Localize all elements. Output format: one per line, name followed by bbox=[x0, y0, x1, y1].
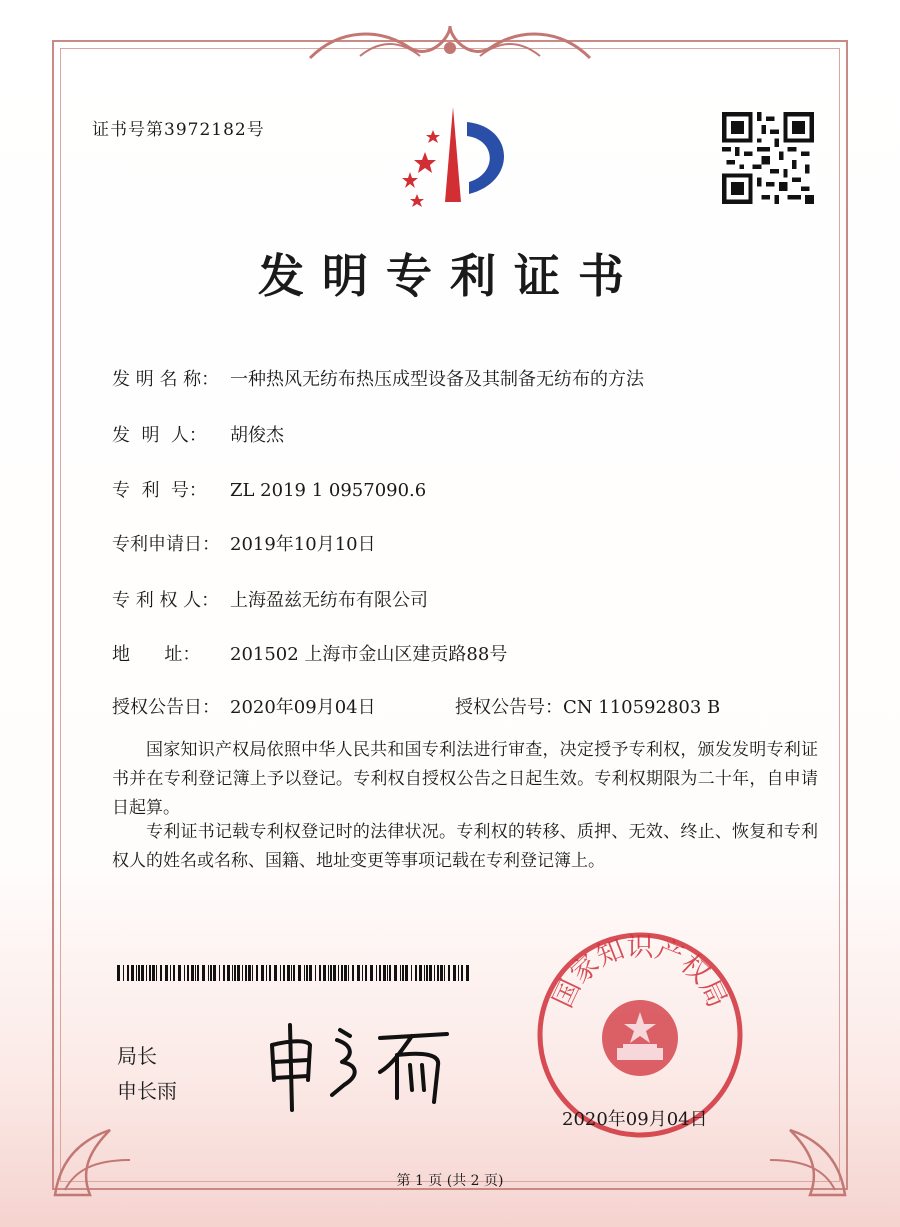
field-value: 2019年10月10日 bbox=[230, 534, 376, 555]
field-value: 上海盈兹无纺布有限公司 bbox=[230, 590, 428, 611]
field-value: CN 110592803 B bbox=[563, 697, 721, 718]
field-label: 专利申请日： bbox=[112, 534, 220, 555]
field-value: 一种热风无纺布热压成型设备及其制备无纺布的方法 bbox=[230, 369, 644, 390]
field-address bbox=[112, 640, 507, 666]
director-name: 申长雨 bbox=[117, 1079, 177, 1103]
field-inventor bbox=[112, 421, 284, 447]
cnipa-logo-icon bbox=[385, 102, 520, 212]
field-label: 专 利 权 人： bbox=[112, 590, 220, 611]
field-value: 2020年09月04日 bbox=[230, 697, 376, 718]
field-application-date bbox=[112, 530, 376, 556]
field-label: 地 址： bbox=[112, 644, 201, 665]
field-grant-date bbox=[112, 693, 376, 719]
field-patentee bbox=[112, 586, 428, 612]
field-label: 发 明 名 称： bbox=[112, 369, 220, 390]
director-title: 局长 bbox=[117, 1044, 157, 1068]
page-indicator: 第 1 页 (共 2 页) bbox=[396, 1173, 504, 1189]
body-paragraph-2: 专利证书记载专利权登记时的法律状况。专利权的转移、质押、无效、终止、恢复和专利权人的姓名或名称、国籍、地址变更等事项记载在专利登记簿上。 bbox=[112, 822, 818, 871]
field-publication-number bbox=[455, 693, 720, 719]
field-label: 发 明 人： bbox=[112, 425, 207, 446]
body-paragraph-1: 国家知识产权局依照中华人民共和国专利法进行审查，决定授予专利权，颁发发明专利证书并在专利登记簿上予以登记。专利权自授权公告之日起生效。专利权期限为二十年，自申请日起算。 bbox=[112, 740, 818, 818]
field-label: 授权公告号： bbox=[455, 697, 563, 718]
director-signature bbox=[262, 1010, 462, 1115]
seal-date: 2020年09月04日 bbox=[562, 1109, 708, 1130]
certificate-number: 证书号第3972182号 bbox=[92, 120, 265, 140]
qr-code-icon bbox=[722, 112, 814, 204]
field-value: ZL 2019 1 0957090.6 bbox=[230, 480, 427, 501]
field-value: 201502 上海市金山区建贡路88号 bbox=[230, 644, 508, 665]
field-label: 授权公告日： bbox=[112, 697, 220, 718]
field-value: 胡俊杰 bbox=[230, 425, 284, 446]
barcode-icon bbox=[117, 965, 469, 981]
certificate-title: 发明专利证书 bbox=[258, 249, 642, 303]
top-ornament bbox=[300, 18, 600, 68]
seal-text: 国家知识产权局 bbox=[547, 932, 733, 1013]
field-patent-number bbox=[112, 476, 426, 502]
field-invention-name bbox=[112, 365, 644, 391]
field-label: 专 利 号： bbox=[112, 480, 207, 501]
